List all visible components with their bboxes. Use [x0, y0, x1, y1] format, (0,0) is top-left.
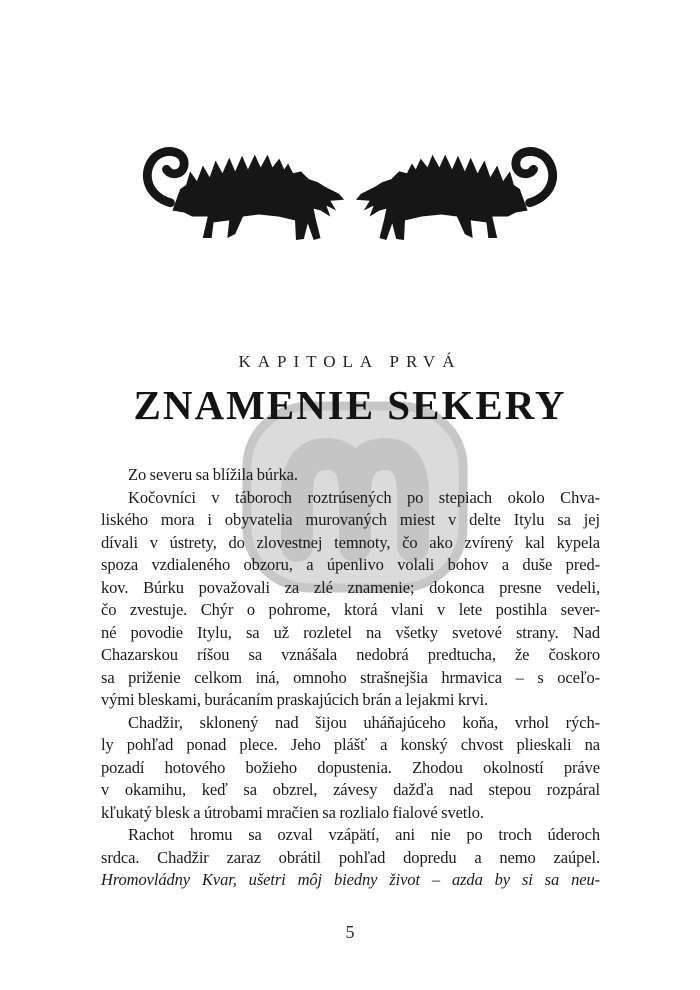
- body-line: Zo severu sa blížila búrka.: [128, 465, 298, 484]
- wolves-illustration: [0, 127, 700, 249]
- body-line: vými bleskami, burácaním praskajúcich brán a lejakmi krvi.: [101, 690, 489, 709]
- body-line: kľukatý blesk a útrobami mračien sa rozlialo fialové svetlo.: [101, 802, 484, 822]
- body-line: ly pohľad ponad plece. Jeho plášť a konský chvost plieskali na: [101, 735, 600, 754]
- body-line: v okamihu, keď sa obzrel, závesy dažďa nad stepou rozpáral: [101, 780, 600, 799]
- body-line: liského mora i obyvatelia murovaných miest v delte Itylu sa jej: [101, 510, 600, 529]
- wolf-left-icon: [141, 127, 347, 249]
- wolf-right-icon: [353, 127, 559, 249]
- body-text: [101, 464, 600, 892]
- body-line: Chazarskou ríšou sa vznášala nedobrá predtucha, že čoskoro: [101, 645, 600, 664]
- body-line: spoza vzdialeného obzoru, a úpenlivo volali bohov a duše pred-: [101, 555, 600, 574]
- chapter-title: ZNAMENIE SEKERY: [133, 382, 567, 428]
- chapter-label: KAPITOLA PRVÁ: [238, 352, 462, 371]
- body-line: kov. Búrku považovali za zlé znamenie; dokonca presne vedeli,: [101, 577, 600, 597]
- body-line: Rachot hromu sa ozval vzápätí, ani nie po troch úderoch: [128, 825, 600, 844]
- body-line: pozadí hotového božieho dopustenia. Zhodou okolností práve: [101, 757, 600, 777]
- body-line: srdca. Chadžir zaraz obrátil pohľad dopredu a nemo zaúpel.: [101, 847, 600, 867]
- body-line: dívali v ústrety, do zlovestnej temnoty, čo ako zvírený kal kypela: [101, 532, 600, 552]
- body-line: Kočovníci v táboroch roztrúsených po stepiach okolo Chva-: [128, 487, 600, 507]
- body-line: né povodie Itylu, sa už rozletel na všetky svetové strany. Nad: [101, 622, 600, 642]
- body-line: čo zvestuje. Chýr o pohrome, ktorá vlani v lete postihla sever-: [101, 600, 600, 619]
- body-line: Hromovládny Kvar, ušetri môj biedny život – azda by si sa neu-: [101, 870, 600, 889]
- body-line: sa priženie celkom iná, omnoho strašnejšia hrmavica – s oceľo-: [101, 667, 600, 687]
- body-line: Chadžir, sklonený nad šijou uháňajúceho koňa, vrhol rých-: [128, 712, 600, 732]
- page-number: 5: [345, 922, 355, 942]
